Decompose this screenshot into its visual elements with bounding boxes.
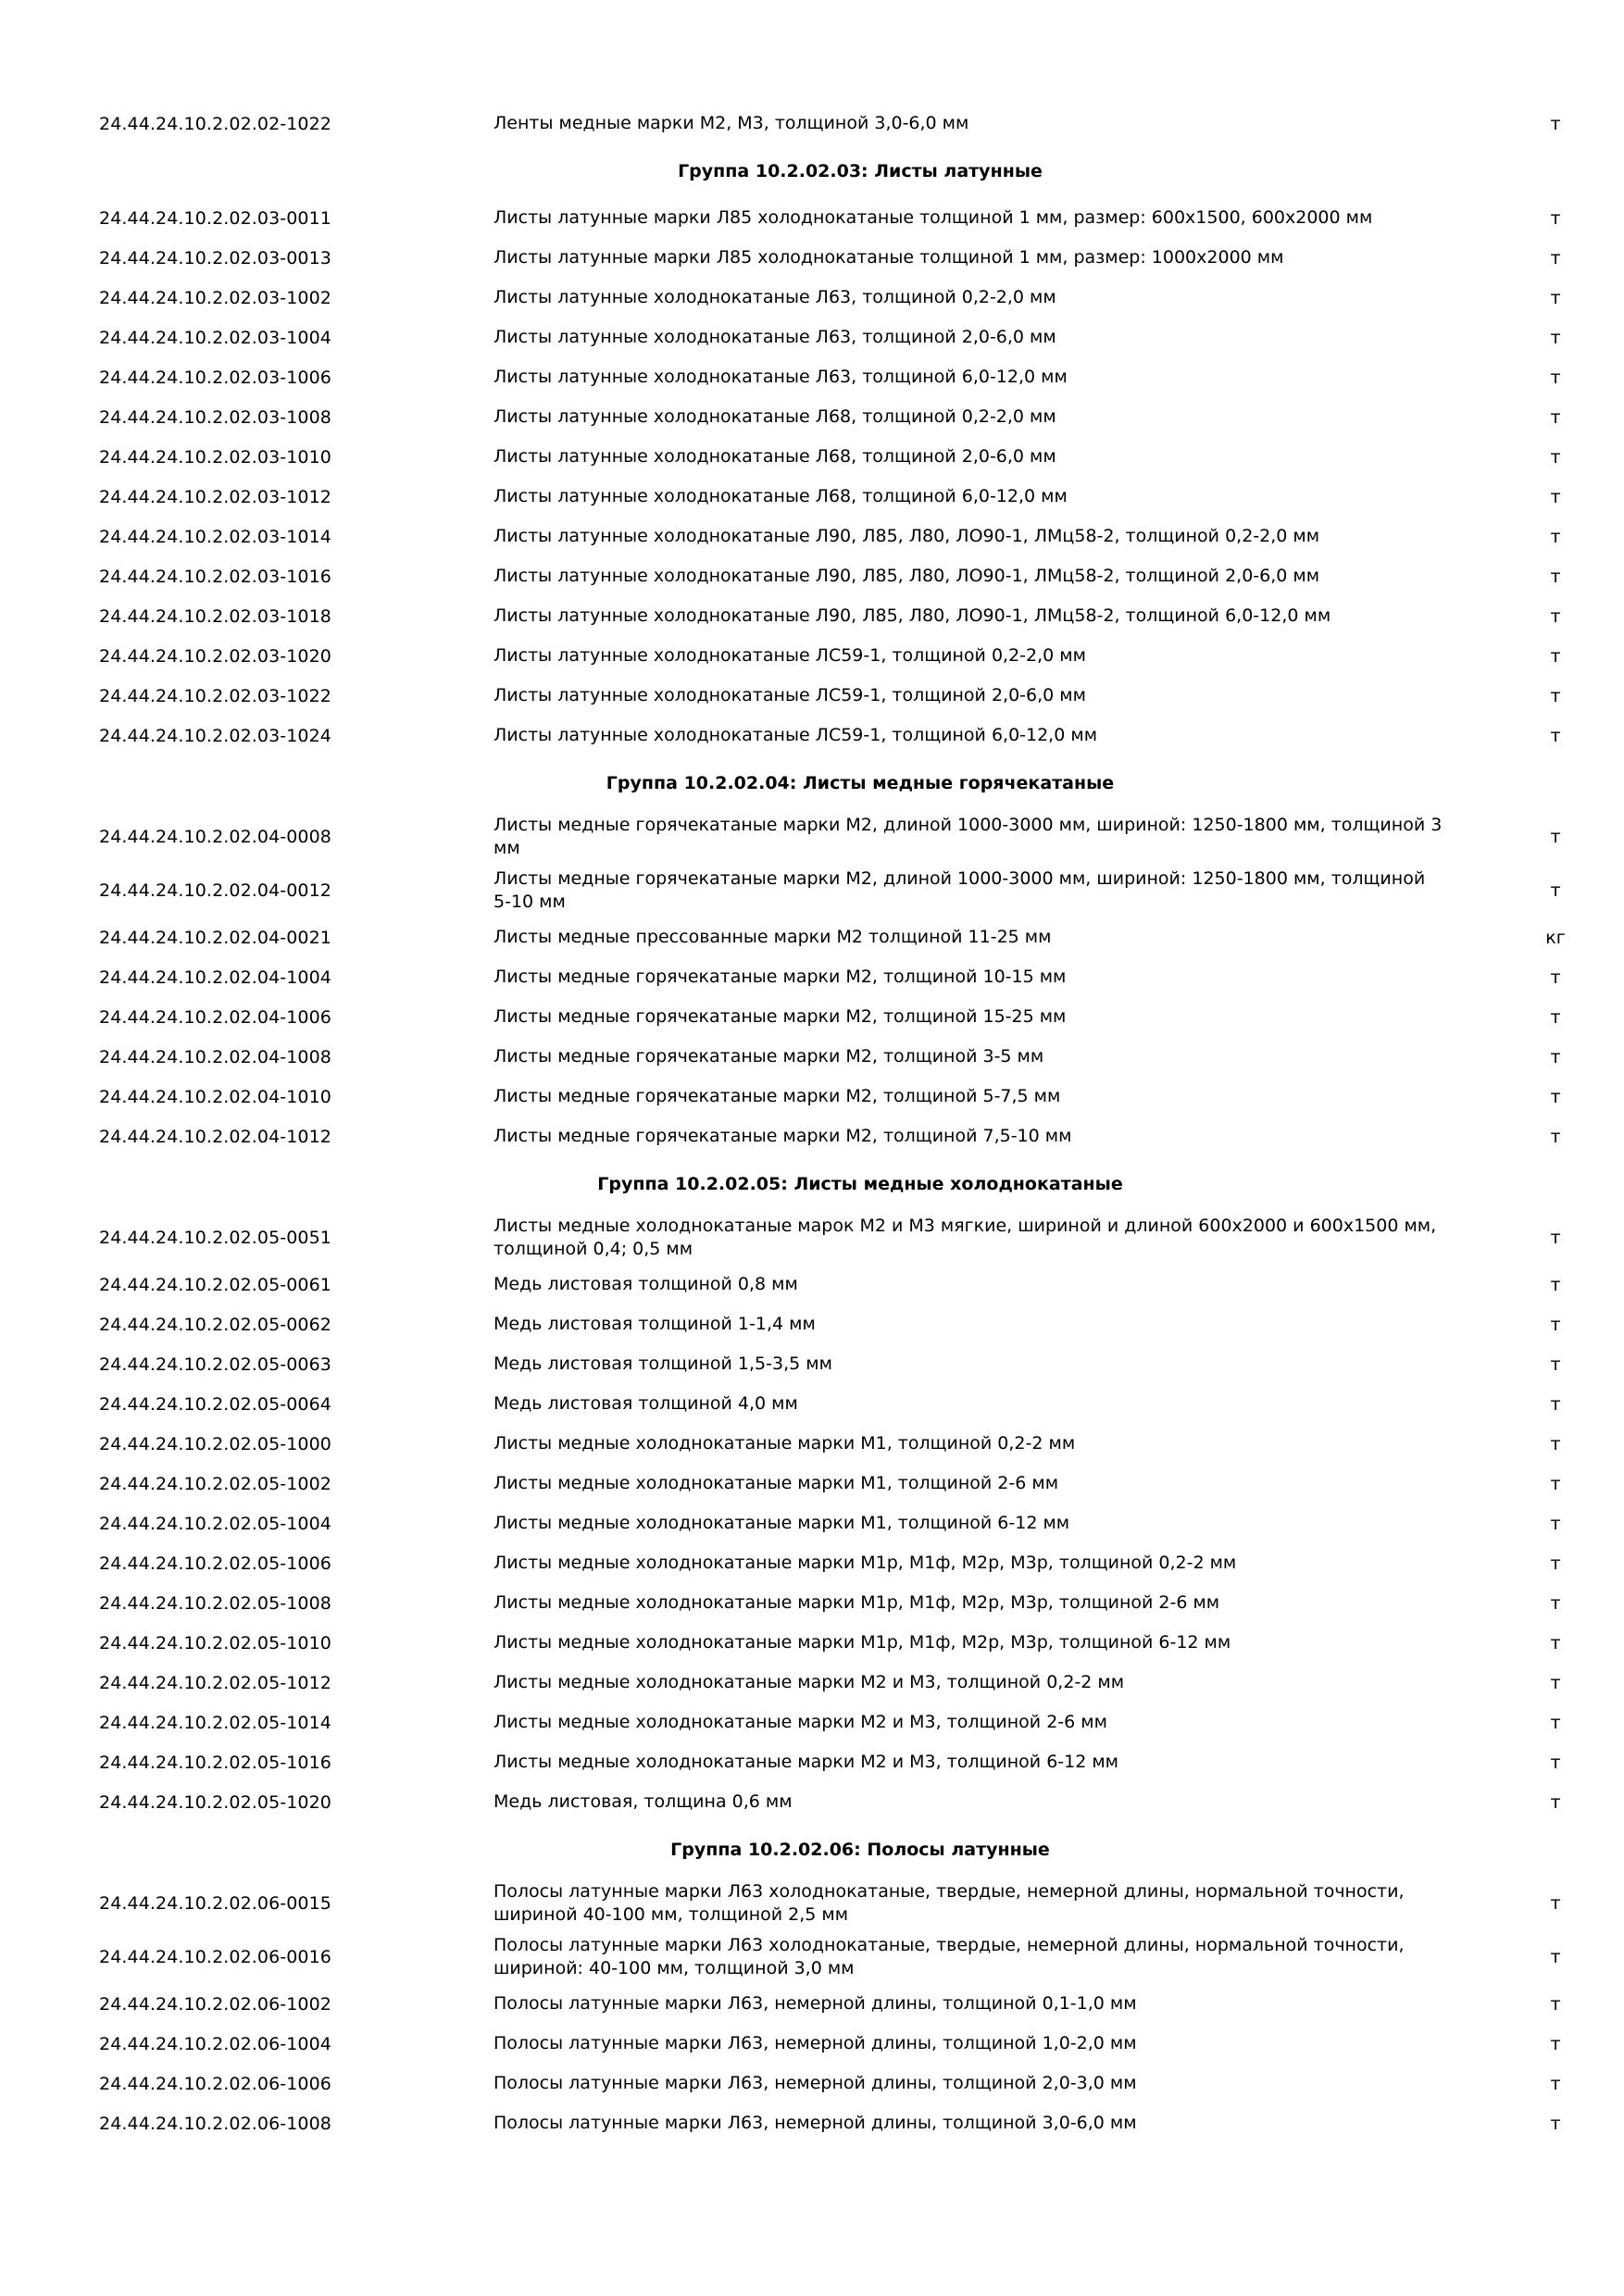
resource-code: 24.44.24.10.2.02.04-1010 [99,1086,331,1107]
unit-of-measure: т [1550,1046,1561,1067]
table-row [0,864,1624,917]
table-row [0,556,1624,596]
resource-description: Листы медные горячекатаные марки М2, толщиной 3-5 мм [493,1046,1044,1067]
resource-code: 24.44.24.10.2.02.06-1006 [99,2073,331,2094]
unit-of-measure: т [1550,1274,1561,1295]
unit-of-measure: т [1550,406,1561,428]
resource-description: Листы медные холоднокатаные марки М2 и М3, толщиной 0,2-2 мм [493,1672,1125,1692]
table-row [0,517,1624,556]
unit-of-measure: т [1550,446,1561,468]
table-row [0,957,1624,997]
table-row [0,2103,1624,2143]
resource-description: Листы латунные марки Л85 холоднокатаные толщиной 1 мм, размер: 1000х2000 мм [493,247,1284,268]
table-row [0,1543,1624,1583]
resource-code: 24.44.24.10.2.02.06-0015 [99,1893,331,1914]
table-row [0,238,1624,278]
table-row [0,1037,1624,1077]
table-row [0,1583,1624,1623]
resource-description: Листы медные холоднокатаные марки М2 и М3, толщиной 6-12 мм [493,1752,1119,1772]
group-title: Группа 10.2.02.06: Полосы латунные [670,1839,1050,1860]
resource-description: Листы латунные холоднокатаные Л63, толщиной 0,2-2,0 мм [493,287,1056,307]
unit-of-measure: т [1550,1433,1561,1454]
resource-code: 24.44.24.10.2.02.05-0064 [99,1393,331,1415]
description-line: мм [493,838,520,858]
unit-of-measure: т [1550,113,1561,134]
resource-description: Медь листовая толщиной 0,8 мм [493,1274,798,1294]
table-row [0,716,1624,755]
unit-of-measure: т [1550,880,1561,901]
resource-code: 24.44.24.10.2.02.03-1016 [99,566,331,587]
unit-of-measure: т [1550,1513,1561,1534]
table-row [0,1504,1624,1543]
resource-description: Медь листовая толщиной 4,0 мм [493,1393,798,1414]
table-row [0,1424,1624,1464]
table-row [0,997,1624,1037]
table-row [0,1117,1624,1156]
unit-of-measure: т [1550,1947,1561,1967]
resource-description: Полосы латунные марки Л63, немерной длины, толщиной 3,0-6,0 мм [493,2113,1137,2133]
resource-code: 24.44.24.10.2.02.03-1024 [99,725,331,746]
resource-description [493,1211,1456,1265]
group-header [0,1156,1624,1211]
resource-code: 24.44.24.10.2.02.06-0016 [99,1947,331,1967]
resource-code: 24.44.24.10.2.02.03-1018 [99,605,331,627]
table-row [0,318,1624,357]
resource-description: Листы медные горячекатаные марки М2, толщиной 15-25 мм [493,1006,1067,1027]
resource-description: Листы медные холоднокатаные марки М1р, М1ф, М2р, М3р, толщиной 2-6 мм [493,1592,1220,1613]
table-row [0,636,1624,676]
unit-of-measure: т [1550,967,1561,988]
resource-description: Листы латунные холоднокатаные Л68, толщиной 2,0-6,0 мм [493,446,1056,467]
table-row [0,1930,1624,1984]
unit-of-measure: т [1550,605,1561,627]
resource-description: Листы латунные холоднокатаные ЛС59-1, толщиной 0,2-2,0 мм [493,645,1086,666]
table-row [0,397,1624,437]
unit-of-measure: кг [1545,927,1566,948]
unit-of-measure: т [1550,2113,1561,2134]
resource-code: 24.44.24.10.2.02.05-1012 [99,1672,331,1693]
unit-of-measure: т [1550,2033,1561,2054]
resource-description: Листы медные холоднокатаные марки М1, толщиной 0,2-2 мм [493,1433,1076,1454]
resource-code: 24.44.24.10.2.02.04-1006 [99,1006,331,1028]
unit-of-measure: т [1550,566,1561,587]
table-row [0,1984,1624,2024]
resource-description: Листы медные прессованные марки М2 толщиной 11-25 мм [493,927,1052,947]
group-title: Группа 10.2.02.05: Листы медные холоднокатаные [597,1173,1123,1194]
resource-code: 24.44.24.10.2.02.03-0011 [99,207,331,229]
table-row [0,1877,1624,1930]
unit-of-measure: т [1550,1228,1561,1248]
resource-description: Полосы латунные марки Л63, немерной длины, толщиной 1,0-2,0 мм [493,2033,1137,2053]
unit-of-measure: т [1550,327,1561,348]
table-row [0,1464,1624,1504]
resource-description: Полосы латунные марки Л63, немерной длины, толщиной 2,0-3,0 мм [493,2073,1137,2093]
resource-code: 24.44.24.10.2.02.03-1004 [99,327,331,348]
table-row [0,596,1624,636]
unit-of-measure: т [1550,685,1561,706]
unit-of-measure: т [1550,1893,1561,1914]
table-row [0,1211,1624,1265]
group-header [0,144,1624,198]
resource-description: Листы медные холоднокатаные марки М2 и М3, толщиной 2-6 мм [493,1712,1107,1732]
resource-code: 24.44.24.10.2.02.05-1002 [99,1473,331,1494]
description-line: толщиной 0,4; 0,5 мм [493,1239,693,1259]
resource-code: 24.44.24.10.2.02.05-1016 [99,1752,331,1773]
unit-of-measure: т [1550,207,1561,229]
description-line: Полосы латунные марки Л63 холоднокатаные, твердые, немерной длины, нормальной точности, [493,1935,1405,1955]
resource-code: 24.44.24.10.2.02.05-0051 [99,1228,331,1248]
resource-description: Листы латунные холоднокатаные Л90, Л85, Л80, ЛО90-1, ЛМц58-2, толщиной 0,2-2,0 мм [493,526,1320,546]
resource-description [493,1877,1456,1930]
resource-code: 24.44.24.10.2.02.04-1004 [99,967,331,988]
resource-code: 24.44.24.10.2.02.03-1010 [99,446,331,468]
table-row [0,810,1624,864]
document-page [0,104,1624,2143]
group-header [0,755,1624,810]
resource-code: 24.44.24.10.2.02.03-1022 [99,685,331,706]
resource-code: 24.44.24.10.2.02.05-0062 [99,1314,331,1335]
description-line: Листы медные горячекатаные марки М2, длиной 1000-3000 мм, шириной: 1250-1800 мм, толщиной 3 [493,815,1443,835]
table-row [0,198,1624,238]
table-row [0,1344,1624,1384]
unit-of-measure: т [1550,1393,1561,1415]
unit-of-measure: т [1550,367,1561,388]
resource-description: Листы латунные марки Л85 холоднокатаные толщиной 1 мм, размер: 600х1500, 600х2000 мм [493,207,1373,228]
table-row [0,2024,1624,2064]
resource-code: 24.44.24.10.2.02.06-1008 [99,2113,331,2134]
resource-description: Листы медные холоднокатаные марки М1, толщиной 6-12 мм [493,1513,1070,1533]
table-row [0,104,1624,144]
description-line: 5-10 мм [493,892,566,912]
unit-of-measure: т [1550,645,1561,667]
description-line: Листы медные холоднокатаные марок М2 и М3 мягкие, шириной и длиной 600х2000 и 600х1500 мм, [493,1216,1437,1236]
table-row [0,437,1624,477]
table-row [0,1703,1624,1742]
resource-code: 24.44.24.10.2.02.05-1020 [99,1791,331,1813]
table-row [0,1742,1624,1782]
resource-description: Листы медные холоднокатаные марки М1р, М1ф, М2р, М3р, толщиной 0,2-2 мм [493,1553,1237,1573]
unit-of-measure: т [1550,1672,1561,1693]
table-row [0,1384,1624,1424]
unit-of-measure: т [1550,1314,1561,1335]
resource-description: Медь листовая, толщина 0,6 мм [493,1791,793,1812]
description-line: Листы медные горячекатаные марки М2, длиной 1000-3000 мм, шириной: 1250-1800 мм, толщиной [493,868,1426,889]
unit-of-measure: т [1550,1632,1561,1653]
table-row [0,1782,1624,1822]
description-line: шириной: 40-100 мм, толщиной 3,0 мм [493,1958,855,1978]
resource-description: Листы латунные холоднокатаные ЛС59-1, толщиной 2,0-6,0 мм [493,685,1086,705]
resource-description: Листы медные горячекатаные марки М2, толщиной 7,5-10 мм [493,1126,1072,1146]
table-row [0,676,1624,716]
unit-of-measure: т [1550,1086,1561,1107]
unit-of-measure: т [1550,526,1561,547]
unit-of-measure: т [1550,725,1561,746]
resource-description [493,864,1456,917]
resource-code: 24.44.24.10.2.02.04-0008 [99,827,331,847]
table-row [0,357,1624,397]
resource-code: 24.44.24.10.2.02.03-1006 [99,367,331,388]
resource-code: 24.44.24.10.2.02.05-1008 [99,1592,331,1614]
table-row [0,1077,1624,1117]
resource-code: 24.44.24.10.2.02.05-1000 [99,1433,331,1454]
unit-of-measure: т [1550,287,1561,308]
resource-description: Ленты медные марки М2, М3, толщиной 3,0-6,0 мм [493,113,969,133]
unit-of-measure: т [1550,1473,1561,1494]
unit-of-measure: т [1550,1126,1561,1147]
description-line: Полосы латунные марки Л63 холоднокатаные, твердые, немерной длины, нормальной точности, [493,1881,1405,1902]
unit-of-measure: т [1550,1752,1561,1773]
description-line: шириной 40-100 мм, толщиной 2,5 мм [493,1904,849,1925]
resource-description: Листы латунные холоднокатаные Л90, Л85, Л80, ЛО90-1, ЛМц58-2, толщиной 6,0-12,0 мм [493,605,1331,626]
resource-code: 24.44.24.10.2.02.03-0013 [99,247,331,268]
resource-description: Листы латунные холоднокатаные Л90, Л85, Л80, ЛО90-1, ЛМц58-2, толщиной 2,0-6,0 мм [493,566,1320,586]
unit-of-measure: т [1550,1712,1561,1733]
resource-code: 24.44.24.10.2.02.03-1008 [99,406,331,428]
resource-description: Листы медные холоднокатаные марки М1, толщиной 2-6 мм [493,1473,1059,1493]
unit-of-measure: т [1550,247,1561,268]
table-row [0,1663,1624,1703]
resource-description: Листы латунные холоднокатаные ЛС59-1, толщиной 6,0-12,0 мм [493,725,1098,745]
resource-description: Листы медные горячекатаные марки М2, толщиной 5-7,5 мм [493,1086,1061,1106]
resource-code: 24.44.24.10.2.02.05-1014 [99,1712,331,1733]
resource-code: 24.44.24.10.2.02.03-1020 [99,645,331,667]
resource-code: 24.44.24.10.2.02.04-1012 [99,1126,331,1147]
group-title: Группа 10.2.02.03: Листы латунные [678,160,1043,181]
resource-code: 24.44.24.10.2.02.03-1002 [99,287,331,308]
unit-of-measure: т [1550,1791,1561,1813]
resource-code: 24.44.24.10.2.02.04-1008 [99,1046,331,1067]
resource-code: 24.44.24.10.2.02.02-1022 [99,113,331,134]
table-row [0,1623,1624,1663]
resource-description: Полосы латунные марки Л63, немерной длины, толщиной 0,1-1,0 мм [493,1993,1137,2014]
resource-description [493,1930,1456,1984]
resource-code: 24.44.24.10.2.02.05-0063 [99,1354,331,1375]
resource-description [493,810,1456,864]
table-row [0,477,1624,517]
table-row [0,2064,1624,2103]
unit-of-measure: т [1550,2073,1561,2094]
table-row [0,1304,1624,1344]
resource-code: 24.44.24.10.2.02.05-1006 [99,1553,331,1574]
resource-code: 24.44.24.10.2.02.06-1002 [99,1993,331,2015]
resource-description: Листы латунные холоднокатаные Л68, толщиной 0,2-2,0 мм [493,406,1056,427]
resource-description: Медь листовая толщиной 1-1,4 мм [493,1314,816,1334]
table-row [0,917,1624,957]
resource-description: Листы медные холоднокатаные марки М1р, М1ф, М2р, М3р, толщиной 6-12 мм [493,1632,1231,1653]
resource-code: 24.44.24.10.2.02.06-1004 [99,2033,331,2054]
resource-code: 24.44.24.10.2.02.05-1004 [99,1513,331,1534]
table-row [0,278,1624,318]
unit-of-measure: т [1550,486,1561,507]
resource-description: Листы медные горячекатаные марки М2, толщиной 10-15 мм [493,967,1067,987]
resource-code: 24.44.24.10.2.02.05-0061 [99,1274,331,1295]
resource-code: 24.44.24.10.2.02.04-0012 [99,880,331,901]
resource-description: Листы латунные холоднокатаные Л68, толщиной 6,0-12,0 мм [493,486,1068,506]
resource-code: 24.44.24.10.2.02.05-1010 [99,1632,331,1653]
unit-of-measure: т [1550,827,1561,847]
group-header [0,1822,1624,1877]
resource-description: Листы латунные холоднокатаные Л63, толщиной 6,0-12,0 мм [493,367,1068,387]
resource-description: Листы латунные холоднокатаные Л63, толщиной 2,0-6,0 мм [493,327,1056,347]
unit-of-measure: т [1550,1993,1561,2015]
resource-description: Медь листовая толщиной 1,5-3,5 мм [493,1354,832,1374]
resource-code: 24.44.24.10.2.02.04-0021 [99,927,331,948]
table-row [0,1265,1624,1304]
resource-code: 24.44.24.10.2.02.03-1014 [99,526,331,547]
resource-code: 24.44.24.10.2.02.03-1012 [99,486,331,507]
unit-of-measure: т [1550,1006,1561,1028]
unit-of-measure: т [1550,1354,1561,1375]
unit-of-measure: т [1550,1553,1561,1574]
unit-of-measure: т [1550,1592,1561,1614]
group-title: Группа 10.2.02.04: Листы медные горячекатаные [606,772,1115,793]
